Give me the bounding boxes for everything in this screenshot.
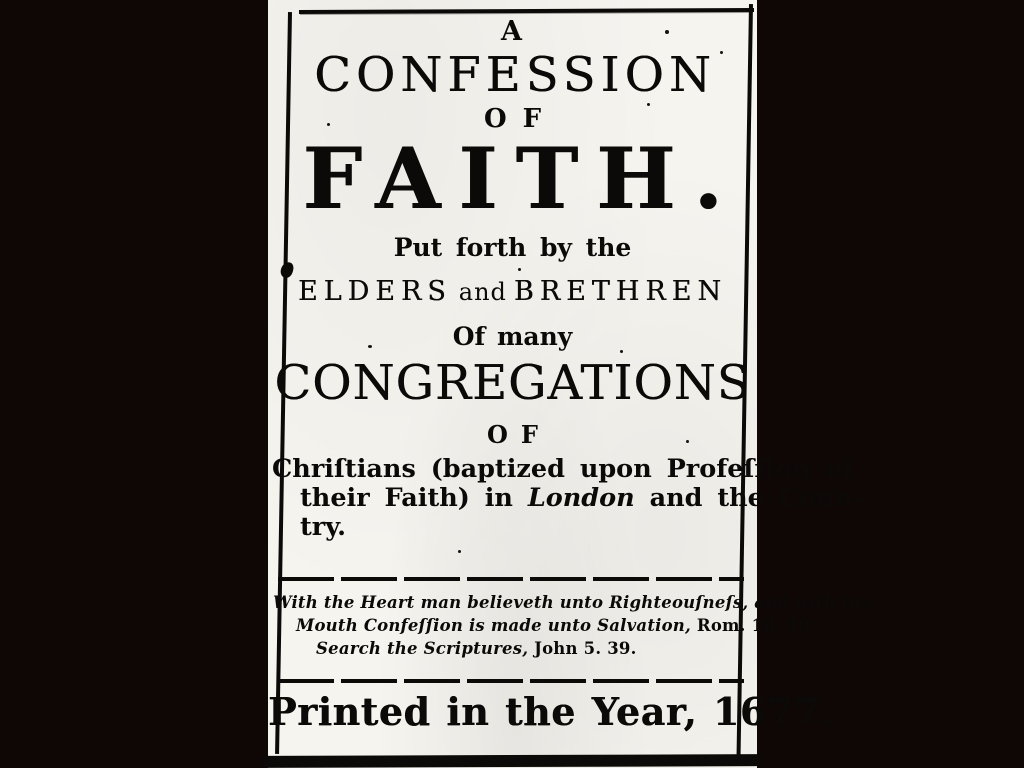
title-of-lower: OF <box>487 420 551 449</box>
title-of-upper: OF <box>483 104 558 134</box>
and-word: and <box>458 278 507 306</box>
title-faith: FAITH. <box>302 129 741 228</box>
divider-rule-lower <box>278 679 744 683</box>
scripture-quote-line-3 <box>268 639 757 658</box>
quote-line-3-text: Search the Scriptures, <box>316 639 535 658</box>
border-rule-top <box>299 8 754 14</box>
subtitle-line-1: Chriſtians (baptized upon Profeſſion of <box>272 454 854 484</box>
imprint-line: Printed in the Year, 1677. <box>268 689 835 734</box>
subtitle-line-2 <box>268 483 864 513</box>
brethren-word: BRETHREN <box>513 276 728 307</box>
byline-put-forth: Put forth by the <box>393 233 632 262</box>
title-page <box>268 0 873 768</box>
subtitle-london-word: London <box>527 483 635 513</box>
scripture-quote-line-2 <box>268 616 817 635</box>
ink-speck <box>518 268 521 271</box>
subtitle-line-2-pre: their Faith) in <box>300 483 528 513</box>
ink-speck <box>458 550 461 553</box>
quote-romans-reference: Rom. 10. 10. <box>696 616 817 635</box>
byline-elders-brethren <box>268 276 757 307</box>
divider-rule-upper <box>278 577 744 581</box>
title-confession: CONFESSION <box>314 47 716 103</box>
border-rule-bottom <box>264 754 760 768</box>
scripture-quote-line-1: With the Heart man believeth unto Righteouſneſs, and with the <box>273 593 873 612</box>
byline-of-many: Of many <box>452 322 573 351</box>
elders-word: ELDERS <box>297 276 452 307</box>
title-congregations: CONGREGATIONS <box>274 355 751 411</box>
subtitle-line-3: try. <box>300 512 346 542</box>
quote-line-2-text: Mouth Confeſſion is made unto Salvation, <box>296 616 697 635</box>
title-article: A <box>501 16 524 47</box>
subtitle-line-2-post: and the Coun- <box>634 483 864 513</box>
quote-john-reference: John 5. 39. <box>534 639 637 658</box>
